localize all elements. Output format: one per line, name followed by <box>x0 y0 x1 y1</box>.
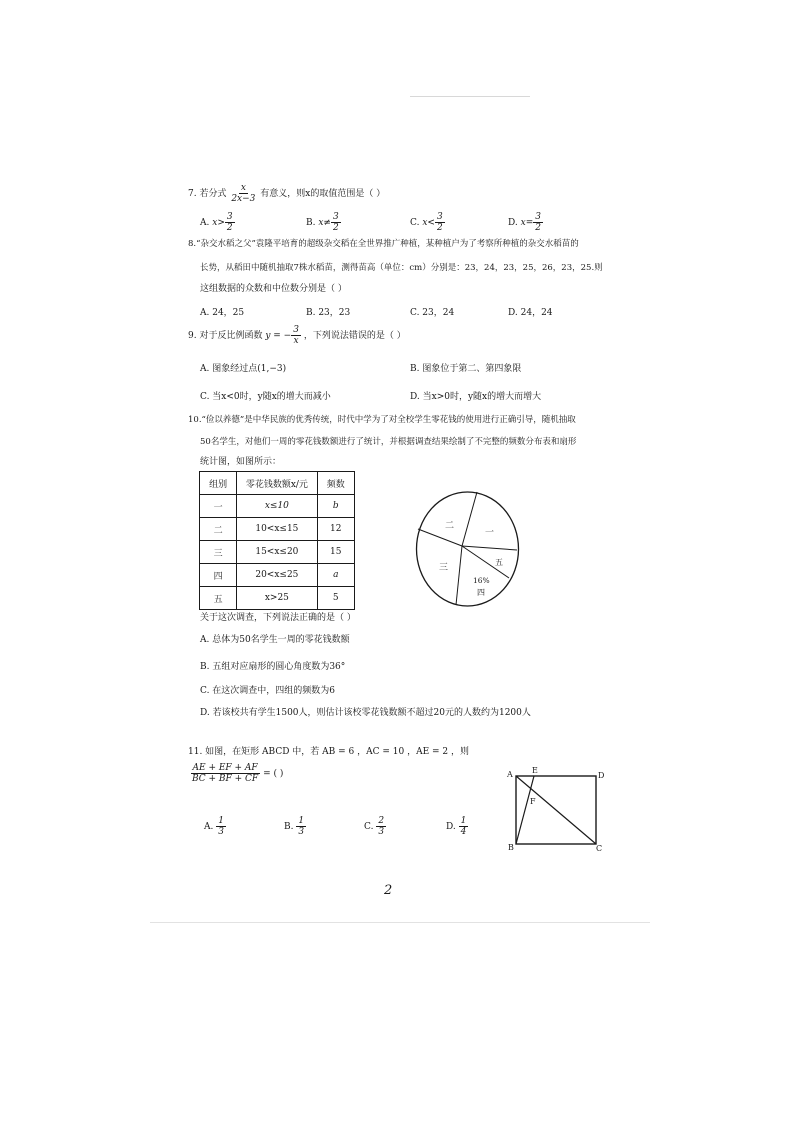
label-c: C <box>596 844 603 853</box>
pie-divider <box>456 546 462 605</box>
q11-option-a: A. $\frac{1}{3}$ <box>204 816 224 837</box>
pie-label-si: 四 <box>477 588 485 597</box>
table-row <box>200 518 355 541</box>
table-cell: x≤10 <box>237 495 317 518</box>
table-row <box>200 541 355 564</box>
q8-option-a: A. 24，25 <box>200 308 245 318</box>
q11-line-1: 11. 如图，在矩形 ABCD 中，若 AB = 6 ，AC = 10 ，AE = 2 ，则 <box>188 747 469 757</box>
q10-option-a: A. 总体为50名学生一周的零花钱数额 <box>200 635 350 645</box>
segment-be <box>516 776 534 844</box>
table-header: 零花钱数额x/元 <box>237 472 317 495</box>
table-cell: 20<x≤25 <box>237 564 317 587</box>
table-cell: 三 <box>200 541 237 564</box>
pie-label-san: 三 <box>439 563 449 573</box>
q10-question: 关于这次调查，下列说法正确的是（ ） <box>200 613 356 623</box>
question-9: 9. 对于反比例函数 y = − $\frac{3}{x}$ ，下列说法错误的是（ ） <box>188 325 406 346</box>
rectangle-figure <box>498 764 608 854</box>
table-cell: 15 <box>317 541 354 564</box>
q10-line-1: 10.“俭以养德”是中华民族的优秀传统，时代中学为了对全校学生零花钱的使用进行正确引导，随机抽取 <box>188 415 576 425</box>
table-row <box>200 564 355 587</box>
q9-option-a: A. 图象经过点(1,−3) <box>200 364 287 374</box>
table-cell: 5 <box>317 587 354 610</box>
table-header: 组别 <box>200 472 237 495</box>
table-cell: 四 <box>200 564 237 587</box>
q10-option-d: D. 若该校共有学生1500人，则估计该校零花钱数额不超过20元的人数约为1200人 <box>200 708 531 718</box>
q7-fraction: $\frac{x}{2x-3}$ <box>231 183 256 204</box>
q11-option-c: C. $\frac{2}{3}$ <box>364 816 385 837</box>
q8-option-d: D. 24，24 <box>508 308 553 318</box>
q10-option-b: B. 五组对应扇形的圆心角度数为36° <box>200 662 346 672</box>
q8-line-2: 长势，从稻田中随机抽取7株水稻苗，测得苗高（单位：cm）分别是：23，24，23，25，26，23，25.则 <box>200 263 603 273</box>
table-cell: 一 <box>200 495 237 518</box>
pie-divider <box>462 492 477 546</box>
table-cell: 五 <box>200 587 237 610</box>
pie-divider <box>418 529 462 546</box>
table-cell: 12 <box>317 518 354 541</box>
q9-option-d: D. 当x>0时，y随x的增大而增大 <box>410 392 542 402</box>
diagonal-ac <box>516 776 596 844</box>
table-cell: b <box>317 495 354 518</box>
page-number: 2 <box>384 883 393 898</box>
pie-label-yi: 一 <box>485 528 495 538</box>
label-b: B <box>508 843 514 852</box>
pie-divider <box>462 546 517 550</box>
table-cell: x>25 <box>237 587 317 610</box>
label-a: A <box>507 770 513 779</box>
q8-line-1: 8.“杂交水稻之父”袁隆平培育的超级杂交稻在全世界推广种植，某种植户为了考察所种植的杂交水稻苗的 <box>188 239 579 249</box>
table-cell: 二 <box>200 518 237 541</box>
q11-option-d: D. $\frac{1}{4}$ <box>446 816 467 837</box>
q8-option-c: C. 23，24 <box>410 308 455 318</box>
q8-option-b: B. 23，23 <box>306 308 351 318</box>
table-cell: 15<x≤20 <box>237 541 317 564</box>
table-cell: 10<x≤15 <box>237 518 317 541</box>
pie-label-wu: 五 <box>495 558 503 567</box>
q8-line-3: 这组数据的众数和中位数分别是（ ） <box>200 284 347 294</box>
table-cell: a <box>317 564 354 587</box>
scan-artifact <box>150 922 650 923</box>
pie-label-si-percent: 16% <box>473 576 490 585</box>
label-e: E <box>532 766 538 775</box>
q9-option-c: C. 当x<0时，y随x的增大而减小 <box>200 392 331 402</box>
q11-expression: $\frac{AE + EF + AF}{BC + BF + CF}$ = ( ) <box>192 763 284 784</box>
scan-artifact <box>410 96 530 97</box>
q10-option-c: C. 在这次调查中，四组的频数为6 <box>200 686 336 696</box>
q7-option-a: A. x> $\frac{3}{2}$ <box>200 212 233 233</box>
table-header-row <box>200 472 355 495</box>
table-header: 频数 <box>317 472 354 495</box>
pie-label-er: 二 <box>445 521 455 531</box>
q9-fraction: $\frac{3}{x}$ <box>293 325 299 346</box>
q10-line-3: 统计图，如图所示： <box>200 457 282 467</box>
q7-option-b: B. x≠ $\frac{3}{2}$ <box>306 212 339 233</box>
frequency-table <box>199 471 355 610</box>
q9-option-b: B. 图象位于第二、第四象限 <box>410 364 522 374</box>
q11-option-b: B. $\frac{1}{3}$ <box>284 816 305 837</box>
q11-fraction: $\frac{AE + EF + AF}{BC + BF + CF}$ <box>192 763 259 784</box>
pie-chart <box>405 488 530 613</box>
q10-line-2: 50名学生，对他们一周的零花钱数额进行了统计，并根据调查结果绘制了不完整的频数分布表和扇形 <box>200 437 577 447</box>
q7-option-d: D. x= $\frac{3}{2}$ <box>508 212 541 233</box>
q7-option-c: C. x< $\frac{3}{2}$ <box>410 212 443 233</box>
question-7: 7. 若分式 $\frac{x}{2x-3}$ 有意义，则x的取值范围是（ ） <box>188 183 386 204</box>
label-d: D <box>598 771 605 780</box>
table-row <box>200 495 355 518</box>
label-f: F <box>530 797 536 806</box>
table-row <box>200 587 355 610</box>
